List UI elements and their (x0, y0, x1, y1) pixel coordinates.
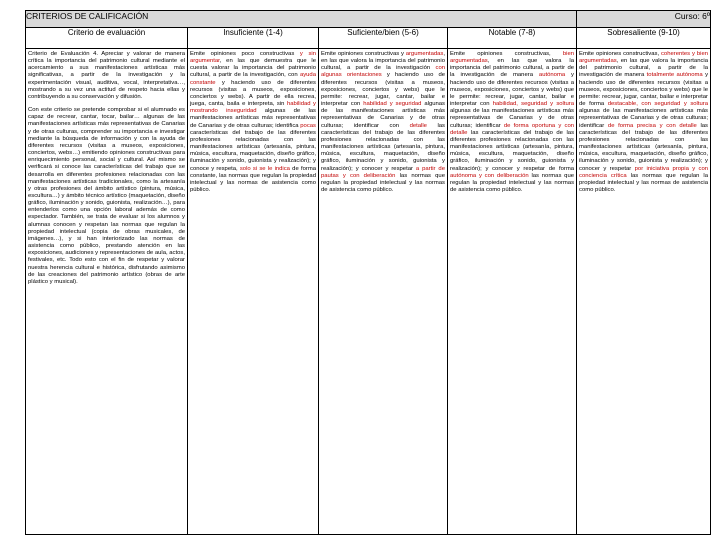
column-header-row (26, 28, 711, 49)
text-segment: , en las que valora la importancia del patrimonio cultural, a partir de la investigación de manera (579, 58, 709, 79)
header-suficiente: Suficiente/bien (5-6) (319, 28, 448, 49)
highlight-segment: coherentes y bien argumentadas (579, 51, 708, 65)
header-criterion: Criterio de evaluación (26, 28, 188, 49)
text-segment: Emite opiniones poco constructivas (190, 51, 300, 57)
highlight-segment: y sin argumentar (190, 51, 316, 65)
grading-rubric-table (25, 10, 711, 535)
level-sobresaliente (577, 49, 711, 535)
level-insuficiente (188, 49, 319, 535)
text-segment: algunas de las manifestaciones artísticas más representativas de Canarias y de otras culturas; identificar (579, 108, 709, 129)
highlight-segment: solo si se le indica (239, 165, 290, 172)
text-segment: algunas de las manifestaciones artísticas más representativas de Canarias y de otras culturas; identificar (450, 108, 575, 129)
level-notable (448, 49, 577, 535)
header-notable: Notable (7-8) (448, 28, 577, 49)
highlight-segment: destacable, con seguridad y soltura (607, 101, 709, 108)
text-segment: y haciendo uso de diferentes recursos (visitas a museos, exposiciones, conciertos y webs) que le permite: recrear, jugar, cantar, bailar e interpretar con (321, 72, 446, 108)
highlight-segment: de forma precisa y con detalle (607, 122, 697, 129)
text-segment: , en las que demuestra que le cuesta valorar la importancia del patrimonio cultural, a partir de la investigación, con (190, 58, 316, 79)
course-label: Curso: 6º (577, 11, 711, 28)
text-segment: , en las que valora la importancia del patrimonio cultural, a partir de la investigación de manera (450, 58, 575, 79)
criterion-description (26, 49, 188, 535)
text-segment: y haciendo uso de diferentes recursos (visitas a museos, exposiciones, conciertos y webs). A partir de ella recrea, juega, canta, baila e interpreta, sin (190, 79, 316, 108)
text-segment: algunas de las manifestaciones artísticas más representativas de Canarias y de otras culturas; identifica (190, 108, 316, 129)
text-segment: Emite opiniones constructivas, (579, 51, 661, 57)
title-row (26, 11, 711, 28)
text-segment: las características del trabajo de las diferentes profesiones relacionadas con las manifestaciones artísticas (artesanía, pintura, música, escultura, maquetación, diseño gráfico, iluminación y sonido, guionista y realización); y conocer y respetar (321, 122, 445, 172)
highlight-segment: autónoma y con deliberación (450, 172, 529, 179)
highlight-segment: a partir de pautas y con deliberación (321, 165, 445, 179)
highlight-segment: habilidad y seguridad (363, 101, 422, 108)
header-insuficiente: Insuficiente (1-4) (188, 28, 319, 49)
header-sobresaliente: Sobresaliente (9-10) (577, 28, 711, 49)
text-segment: las normas que regulan la propiedad intelectual y las normas de asistencia como público. (321, 172, 445, 193)
highlight-segment: bien argumentadas (450, 51, 575, 65)
highlight-segment: de forma oportuna y con detalle (450, 122, 575, 136)
highlight-segment: totalmente autónoma (646, 72, 703, 79)
text-segment: , en las que valora la importancia del patrimonio cultural, a partir de la investigación (321, 51, 445, 72)
highlight-segment: autónoma (538, 72, 566, 79)
rubric-body-row (26, 49, 711, 535)
text-segment: algunas de las manifestaciones artísticas más representativas de Canarias y de otras culturas; identificar con (321, 101, 445, 129)
highlight-segment: habilidad, seguridad y soltura (492, 101, 574, 108)
text-segment: Emite opiniones constructivas y (321, 51, 406, 57)
highlight-segment: argumentadas (405, 51, 444, 57)
text-segment: características del trabajo de las diferentes profesiones relacionadas con las manifestaciones artísticas (artesanía, pintura, música, escultura, maquetación, diseño gráfico, iluminación y sonido, guionista y realización); y conoce y respeta, (190, 129, 316, 172)
highlight-segment: con algunas orientaciones (321, 65, 445, 79)
text-segment: y haciendo uso de diferentes recursos (visitas a museos, exposiciones, conciertos y webs) que le permite: recrear, jugar, cantar, bailar e interpretar con (450, 72, 575, 108)
highlight-segment: detalle (409, 122, 427, 129)
text-segment: y haciendo uso de diferentes recursos (visitas a museos, exposiciones, conciertos y webs) que le permite: recrear, jugar, cantar, bailar e interpretar de forma (579, 72, 709, 108)
highlight-segment: pocas (300, 122, 316, 129)
text-segment: Emite opiniones constructivas, (450, 51, 563, 57)
criterion-explanation: Con este criterio se pretende comprobar si el alumnado es capaz de recrear, cantar, tocar, bailar… algunas de las manifestaciones artísticas más representativas de Canarias y de otras culturas, comprender su importancia e investigar mediante la búsqueda de información y con la ayuda de diferentes recursos (visitas a museos, exposiciones, conciertos, webs…) emitiendo opiniones constructivas para enriquecimiento personal, social y cultural. Así mismo se verificará si conoce las características del trabajo que se desarrolla en diferentes profesiones relacionadas con las manifestaciones artísticas tradicionales, como la artesanía y otras profesiones del ámbito artístico (pintura, música, escultura…) y ámbito técnico artístico (maquetación, diseño gráfico, iluminación y sonido, guionista, realización…), para entenderlos como una opción laboral además de como espectador. También, se trata de evaluar si los alumnos y alumnas conocen y respetan las normas que regulan la propiedad intelectual (copia de obras musicales, de imágenes…), y si han interiorizado las normas de asistencia como público, prestando atención en las exposiciones, audiciones y representaciones de aula, actos, festivales, etc. Todo esto con el fin de respetar y valorar nuestra herencia cultural e histórica, disfrutando asimismo de las creaciones del patrimonio artístico (obras de arte plástico y musical). (28, 107, 185, 285)
highlight-segment: habilidad y mostrando inseguridad (190, 101, 316, 115)
text-segment: las normas que regulan la propiedad intelectual y las normas de asistencia como público. (450, 172, 575, 193)
text-segment: las normas que regulan la propiedad intelectual y las normas de asistencia como público. (579, 172, 709, 193)
highlight-segment: ayuda constante (190, 72, 316, 86)
text-segment: de forma constante, las normas que regulan la propiedad intelectual y las normas de asistencia como público. (190, 165, 316, 193)
criterion-statement: Criterio de Evaluación 4. Apreciar y valorar de manera crítica la importancia del patrimonio cultural mediante el acercamiento a sus manifestaciones artísticas más significativas, a partir de la investigación y la experimentación visual, auditiva, vocal, interpretativa…, mostrando a su vez una actitud de respeto hacia ellas y contribuyendo a su conservación y difusión. (28, 51, 185, 100)
text-segment: las características del trabajo de las diferentes profesiones relacionadas con las manifestaciones artísticas (artesanía, pintura, música, escultura, maquetación, diseño gráfico, iluminación y sonido, guionista y realización); y conocer y respetar (579, 122, 709, 172)
text-segment: las características del trabajo de las diferentes profesiones relacionadas con las manifestaciones artísticas (artesanía, pintura, música, escultura, maquetación, diseño gráfico, iluminación y sonido, guionista y realización); y conocer y respetar de forma (450, 129, 575, 172)
highlight-segment: por iniciativa propia y con conciencia crítica (579, 165, 709, 179)
page-title: CRITERIOS DE CALIFICACIÓN (26, 11, 577, 28)
level-suficiente (319, 49, 448, 535)
